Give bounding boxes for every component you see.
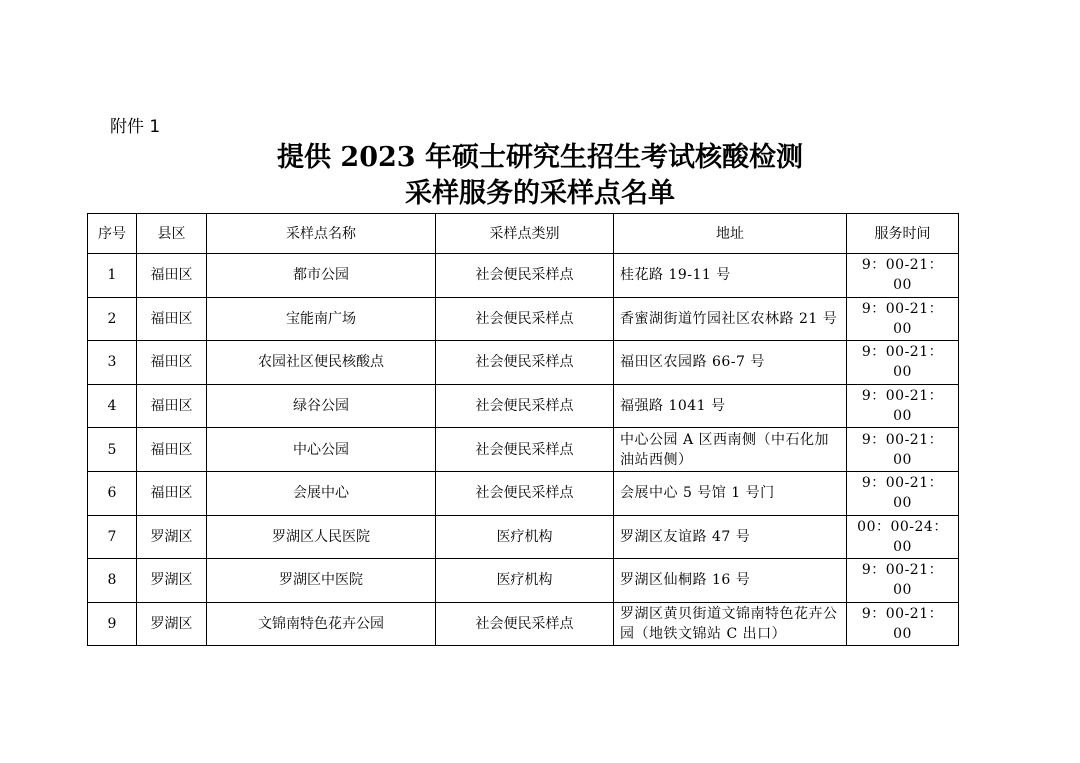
table-row	[88, 254, 959, 298]
cell-site-name: 文锦南特色花卉公园	[207, 602, 436, 646]
cell-category: 社会便民采样点	[436, 384, 614, 428]
cell-address: 福强路 1041 号	[614, 384, 847, 428]
cell-district: 福田区	[137, 471, 207, 515]
cell-site-name: 宝能南广场	[207, 297, 436, 341]
cell-hours: 9：00-21：00	[847, 297, 959, 341]
table-row	[88, 471, 959, 515]
col-header-address: 地址	[614, 214, 847, 254]
cell-hours: 9：00-21：00	[847, 254, 959, 298]
cell-district: 罗湖区	[137, 515, 207, 559]
cell-hours: 00：00-24：00	[847, 515, 959, 559]
cell-hours: 9：00-21：00	[847, 384, 959, 428]
cell-category: 医疗机构	[436, 559, 614, 603]
cell-no: 2	[88, 297, 137, 341]
cell-address: 罗湖区友谊路 47 号	[614, 515, 847, 559]
table-row	[88, 297, 959, 341]
cell-no: 6	[88, 471, 137, 515]
document-title-line-2: 采样服务的采样点名单	[405, 178, 675, 209]
cell-hours: 9：00-21：00	[847, 602, 959, 646]
col-header-site-name: 采样点名称	[207, 214, 436, 254]
cell-no: 7	[88, 515, 137, 559]
cell-category: 社会便民采样点	[436, 471, 614, 515]
table-row	[88, 341, 959, 385]
cell-address: 香蜜湖街道竹园社区农林路 21 号	[614, 297, 847, 341]
cell-district: 罗湖区	[137, 602, 207, 646]
cell-address: 桂花路 19-11 号	[614, 254, 847, 298]
cell-district: 福田区	[137, 428, 207, 472]
sampling-sites-table	[87, 213, 959, 646]
cell-district: 福田区	[137, 341, 207, 385]
cell-site-name: 罗湖区人民医院	[207, 515, 436, 559]
cell-no: 4	[88, 384, 137, 428]
table-row	[88, 428, 959, 472]
table-row	[88, 515, 959, 559]
col-header-hours: 服务时间	[847, 214, 959, 254]
table-row	[88, 602, 959, 646]
cell-site-name: 都市公园	[207, 254, 436, 298]
cell-category: 社会便民采样点	[436, 297, 614, 341]
cell-district: 福田区	[137, 297, 207, 341]
table-row	[88, 384, 959, 428]
cell-category: 社会便民采样点	[436, 428, 614, 472]
table-row	[88, 559, 959, 603]
col-header-district: 县区	[137, 214, 207, 254]
cell-address: 罗湖区黄贝街道文锦南特色花卉公园（地铁文锦站 C 出口）	[614, 602, 847, 646]
table-header-row	[88, 214, 959, 254]
cell-address: 中心公园 A 区西南侧（中石化加油站西侧）	[614, 428, 847, 472]
cell-no: 3	[88, 341, 137, 385]
cell-site-name: 会展中心	[207, 471, 436, 515]
col-header-no: 序号	[88, 214, 137, 254]
cell-address: 会展中心 5 号馆 1 号门	[614, 471, 847, 515]
cell-hours: 9：00-21：00	[847, 471, 959, 515]
cell-site-name: 罗湖区中医院	[207, 559, 436, 603]
cell-district: 福田区	[137, 384, 207, 428]
cell-hours: 9：00-21：00	[847, 559, 959, 603]
cell-address: 福田区农园路 66-7 号	[614, 341, 847, 385]
cell-site-name: 绿谷公园	[207, 384, 436, 428]
cell-no: 9	[88, 602, 137, 646]
attachment-label: 附件 1	[110, 117, 161, 137]
cell-no: 1	[88, 254, 137, 298]
cell-address: 罗湖区仙桐路 16 号	[614, 559, 847, 603]
cell-no: 5	[88, 428, 137, 472]
cell-district: 罗湖区	[137, 559, 207, 603]
cell-district: 福田区	[137, 254, 207, 298]
cell-category: 社会便民采样点	[436, 602, 614, 646]
cell-hours: 9：00-21：00	[847, 428, 959, 472]
col-header-category: 采样点类别	[436, 214, 614, 254]
document-title-line-1: 提供 2023 年硕士研究生招生考试核酸检测	[277, 142, 803, 173]
cell-site-name: 农园社区便民核酸点	[207, 341, 436, 385]
cell-category: 社会便民采样点	[436, 341, 614, 385]
cell-site-name: 中心公园	[207, 428, 436, 472]
cell-category: 医疗机构	[436, 515, 614, 559]
cell-hours: 9：00-21：00	[847, 341, 959, 385]
cell-no: 8	[88, 559, 137, 603]
cell-category: 社会便民采样点	[436, 254, 614, 298]
